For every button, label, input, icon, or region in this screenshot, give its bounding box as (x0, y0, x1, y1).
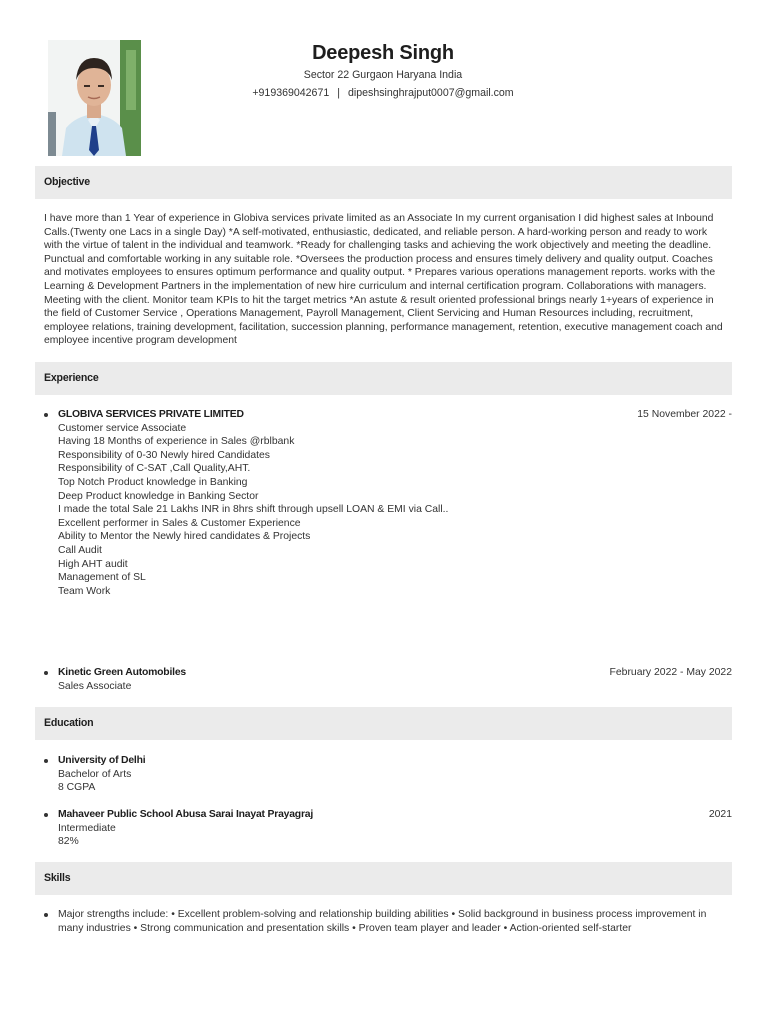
skills-text: Major strengths include: • Excellent problem-solving and relationship building abilities • Solid background in business process improvement in many industries • Strong communication and presentation skills • Proven team player and leader • Action-oriented self-starter (58, 909, 707, 934)
contact-separator: | (337, 87, 340, 99)
experience-details (58, 422, 448, 599)
employer-name: Kinetic Green Automobiles (58, 667, 186, 678)
detail-line: High AHT audit (58, 558, 128, 570)
detail-line: Intermediate (58, 822, 116, 834)
detail-line: Management of SL (58, 572, 146, 584)
bullet-icon (44, 413, 48, 417)
profile-photo-illustration (48, 40, 141, 156)
contact-line (160, 86, 606, 100)
experience-heading: Experience (44, 372, 99, 384)
detail-line: I made the total Sale 21 Lakhs INR in 8hrs shift through upsell LOAN & EMI via Call.. (58, 504, 449, 516)
phone-number: +919369042671 (252, 87, 330, 99)
email-address: dipeshsinghrajput0007@gmail.com (348, 87, 514, 99)
employment-date: 15 November 2022 - (637, 409, 732, 420)
candidate-address: Sector 22 Gurgaon Haryana India (303, 69, 463, 81)
bullet-icon (44, 813, 48, 817)
profile-photo (48, 40, 141, 156)
detail-line: Responsibility of C-SAT ,Call Quality,AHT. (58, 463, 251, 475)
detail-line: Having 18 Months of experience in Sales @rblbank (58, 436, 295, 448)
employer-name: GLOBIVA SERVICES PRIVATE LIMITED (58, 409, 244, 420)
detail-line: Team Work (58, 585, 111, 597)
education-details (58, 822, 116, 849)
detail-line: Sales Associate (58, 680, 132, 692)
detail-line: Deep Product knowledge in Banking Sector (58, 490, 259, 502)
resume-header (160, 40, 606, 100)
bullet-icon (44, 759, 48, 763)
detail-line: Top Notch Product knowledge in Banking (58, 476, 248, 488)
candidate-name: Deepesh Singh (312, 42, 454, 64)
education-heading: Education (44, 717, 94, 729)
employment-date: February 2022 - May 2022 (609, 667, 732, 678)
institution-name: Mahaveer Public School Abusa Sarai Inayat Prayagraj (58, 809, 314, 820)
experience-section-header (35, 362, 732, 395)
education-section-header (35, 707, 732, 740)
objective-section-header (35, 166, 732, 199)
detail-line: Excellent performer in Sales & Customer Experience (58, 517, 301, 529)
objective-text: I have more than 1 Year of experience in Globiva services private limited as an Associate In my current organisation I did highest sales at Inbound Calls.(Twenty one Lacs in a single Day) *A self-motivated, enthusiastic, dedicated, and reliable person. A hard-working person and ready to work with the virtue of talent in the individual and teamwork. *Ready for challenging tasks and achieving the work objectively and meeting the deadline. Punctual and comfortable working in any suitable role. *Oversees the production process and ensures timely delivery and quality output. Coaches and motivates employees to ensures optimum performance and quality output. * Prepares various operations management reports. works with the Learning & Development Partners in the implementation of new hire curriculum and internal certification program. Collaborations with managers. Meeting with the client. Monitor team KPIs to hit the target metrics *An astute & result oriented professional brings nearly 1+years of experience in the field of Customer Service , Operations Management, Payroll Management, Client Servicing and Human Resources including, recruitment, employee relations, training development, facilitation, succession planning, performance management, retention, executive management coach and employee incentive program development (44, 213, 723, 347)
detail-line: Bachelor of Arts (58, 768, 132, 780)
detail-line: Ability to Mentor the Newly hired candidates & Projects (58, 531, 311, 543)
detail-line: 82% (58, 836, 79, 848)
skills-heading: Skills (44, 872, 71, 884)
detail-line: 8 CGPA (58, 782, 96, 794)
bullet-icon (44, 913, 48, 917)
bullet-icon (44, 671, 48, 675)
education-date: 2021 (708, 809, 732, 820)
detail-line: Responsibility of 0-30 Newly hired Candidates (58, 449, 270, 461)
detail-line: Customer service Associate (58, 422, 187, 434)
experience-details (58, 680, 131, 694)
objective-heading: Objective (44, 176, 90, 188)
institution-name: University of Delhi (58, 755, 146, 766)
skills-section-header (35, 862, 732, 895)
detail-line: Call Audit (58, 544, 102, 556)
education-details (58, 768, 131, 795)
